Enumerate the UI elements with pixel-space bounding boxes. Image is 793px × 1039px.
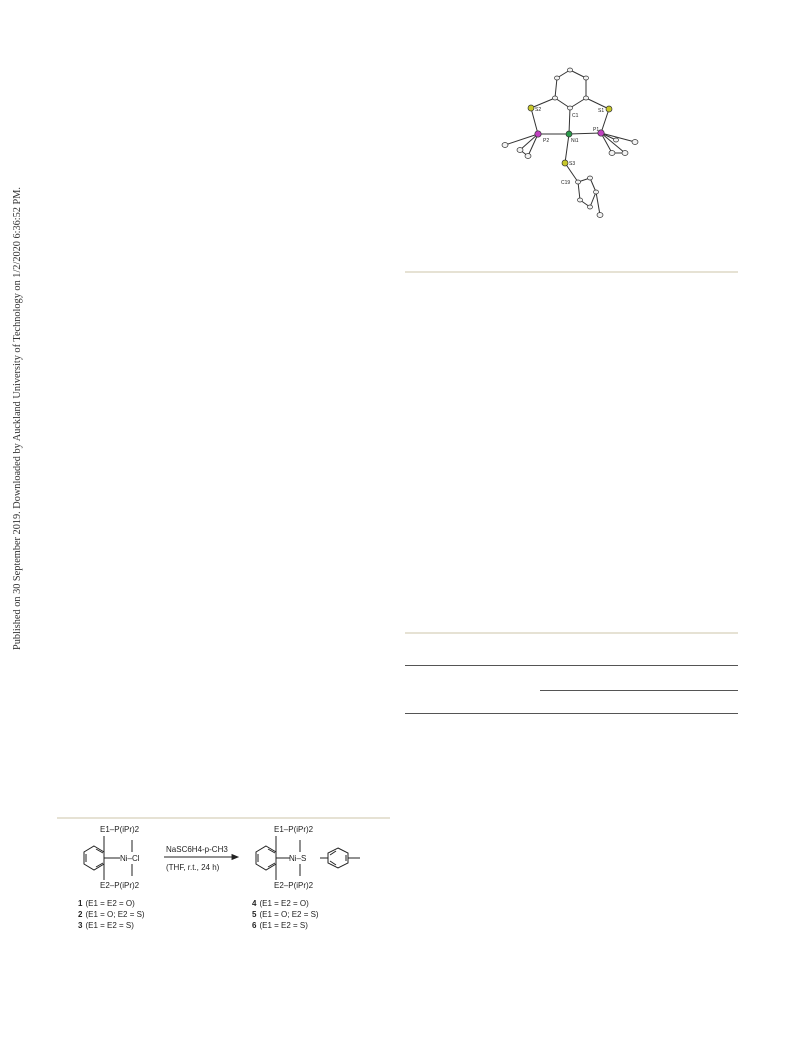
compound-6: 6 (E1 = E2 = S) — [252, 921, 308, 930]
right-compound-list — [252, 899, 319, 930]
tolyl-ring — [328, 848, 360, 868]
left-top-group: E1–P(iPr)2 — [100, 825, 140, 834]
atom-label-ni1: Ni1 — [571, 138, 579, 144]
reaction-scheme — [70, 818, 380, 948]
compound-5: 5 (E1 = O; E2 = S) — [252, 910, 319, 919]
left-metal-center: Ni–Cl — [120, 854, 140, 863]
sidebar — [2, 160, 24, 650]
right-metal-center: Ni–S — [289, 854, 307, 863]
table-subheader-rule — [540, 690, 738, 691]
figure-divider — [405, 271, 738, 273]
compound-1: 1 (E1 = E2 = O) — [78, 899, 135, 908]
atom-label-c19: C19 — [561, 180, 571, 186]
right-bottom-group: E2–P(iPr)2 — [274, 881, 314, 890]
right-top-group: E1–P(iPr)2 — [274, 825, 314, 834]
reaction-arrow — [164, 855, 238, 860]
atom-label-s2: S2 — [535, 107, 542, 113]
conditions-label: (THF, r.t., 24 h) — [166, 863, 220, 872]
compound-2: 2 (E1 = O; E2 = S) — [78, 910, 145, 919]
left-compound-list — [78, 899, 145, 930]
compound-3: 3 (E1 = E2 = S) — [78, 921, 134, 930]
table-top-rule — [405, 632, 738, 634]
molecular-structure-figure — [500, 60, 660, 230]
atom-label-c1: C1 — [572, 113, 579, 119]
table-header-rule — [405, 665, 738, 666]
table-body-rule — [405, 713, 738, 714]
reagent-label: NaSC6H4-p-CH3 — [166, 845, 228, 854]
compound-4: 4 (E1 = E2 = O) — [252, 899, 309, 908]
atom-label-p2: P2 — [543, 138, 550, 144]
atom-label-p1: P1 — [593, 127, 600, 133]
atom-label-s1: S1 — [598, 108, 605, 114]
left-bottom-group: E2–P(iPr)2 — [100, 881, 140, 890]
published-notice: Published on 30 September 2019. Downloaded by Auckland University of Technology on 1/2/2020 6:36:52 PM. — [12, 187, 23, 650]
atom-label-s3: S3 — [569, 161, 576, 167]
